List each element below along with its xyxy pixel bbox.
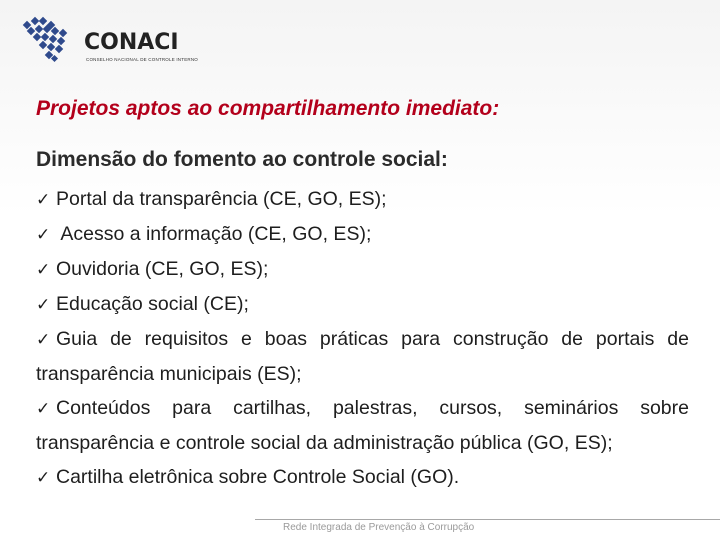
list-item-text: Portal da transparência (CE, GO, ES); xyxy=(56,188,387,210)
check-icon: ✓ xyxy=(36,399,51,419)
check-icon: ✓ xyxy=(36,295,51,315)
footer-text: Rede Integrada de Prevenção à Corrupção xyxy=(283,522,475,533)
list-item xyxy=(36,391,689,460)
list-item-text: Cartilha eletrônica sobre Controle Social (GO). xyxy=(56,466,460,488)
footer-divider xyxy=(255,519,720,520)
list-item xyxy=(36,182,689,217)
check-icon: ✓ xyxy=(36,225,51,245)
logo-name: CONACI xyxy=(84,30,179,55)
list-item xyxy=(36,252,689,287)
logo-subtitle: CONSELHO NACIONAL DE CONTROLE INTERNO xyxy=(86,57,198,62)
brazil-map-icon xyxy=(18,14,80,70)
list-item xyxy=(36,287,689,322)
list-item-text: Educação social (CE); xyxy=(56,293,249,315)
section-subtitle: Dimensão do fomento ao controle social: xyxy=(36,148,448,171)
project-list xyxy=(36,182,689,495)
list-item-text: Guia de requisitos e boas práticas para construção de portais de transparência municipais (ES); xyxy=(36,328,689,385)
check-icon: ✓ xyxy=(36,190,51,210)
list-item xyxy=(36,217,689,252)
conaci-logo xyxy=(18,14,198,70)
list-item-text: Conteúdos para cartilhas, palestras, cursos, seminários sobre transparência e controle social da administração pública (GO, ES); xyxy=(36,397,689,454)
check-icon: ✓ xyxy=(36,468,51,488)
check-icon: ✓ xyxy=(36,260,51,280)
slide-title: Projetos aptos ao compartilhamento imediato: xyxy=(36,97,500,120)
list-item xyxy=(36,460,689,495)
check-icon: ✓ xyxy=(36,330,51,350)
list-item-text: Ouvidoria (CE, GO, ES); xyxy=(56,258,269,280)
list-item xyxy=(36,322,689,391)
list-item-text: Acesso a informação (CE, GO, ES); xyxy=(56,223,372,245)
